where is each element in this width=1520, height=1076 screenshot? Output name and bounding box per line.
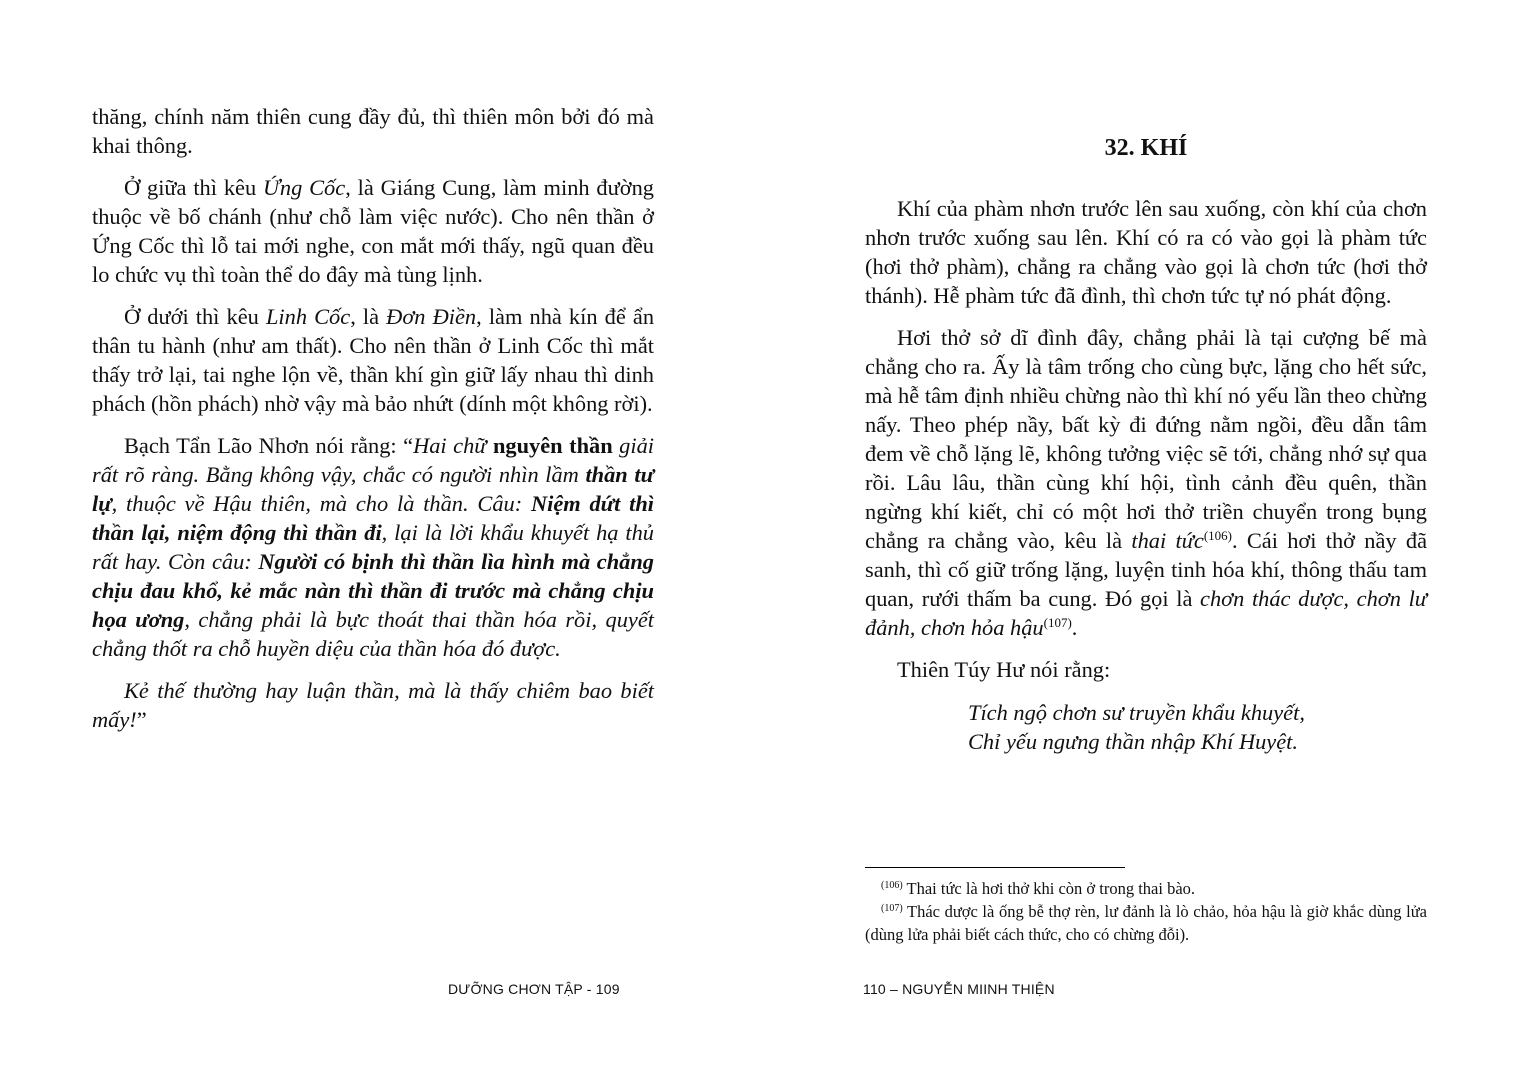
right-paragraph-1: Khí của phàm nhơn trước lên sau xuống, còn khí của chơn nhơn trước xuống sau lên. Khí có ra có vào gọi là phàm tức (hơi thở phàm), chẳng ra chẳng vào gọi là chơn tức (hơi thở thánh). Hễ phàm tức đã đình, thì chơn tức tự nó phát động. — [865, 196, 1427, 308]
right-paragraph-2: Hơi thở sở dĩ đình đây, chẳng phải là tại cượng bế mà chẳng cho ra. Ấy là tâm trống cho cùng bực, lặng cho hết sức, mà hễ tâm định nhiều chừng nào thì khí nó yếu lần theo chừng nấy. Theo phép nầy, bất kỳ đi đứng nằm ngồi, đều dẫn tâm đem về chỗ lặng lẽ, không tưởng việc sẽ tới, chẳng nhớ sự qua rồi. Lâu lâu, thần cùng khí hội, tình cảnh đều quên, thần ngừng khí kiết, chỉ có một hơi thở triền chuyển trong bụng chẳng ra chẳng vào, kêu là thai tức$^{(106)}$. Cái hơi thở nầy đã sanh, thì cố giữ trống lặng, luyện tinh hóa khí, thông thấu tam quan, rưới thấm ba cung. Đó gọi là chơn thác dược, chơn lư đảnh, chơn hỏa hậu$^{(107)}$. — [865, 325, 1428, 640]
chapter-heading: 32. KHÍ — [1104, 135, 1188, 161]
poem-verse — [865, 698, 1427, 756]
right-paragraph-3: Thiên Túy Hư nói rằng: — [897, 657, 1111, 682]
left-page-footer: DƯỠNG CHƠN TẬP - 109 — [448, 981, 620, 997]
left-paragraph-5: Kẻ thế thường hay luận thần, mà là thấy chiêm bao biết mấy!” — [92, 678, 654, 732]
right-page-footer: 110 – NGUYỄN MIINH THIỆN — [863, 981, 1055, 997]
left-paragraph-4-quote: Bạch Tẩn Lão Nhơn nói rằng: “Hai chữ nguyên thần giải rất rõ ràng. Bằng không vậy, chắc có người nhìn lầm thần tư lự, thuộc về Hậu thiên, mà cho là thần. Câu: Niệm dứt thì thần lại, niệm động thì thần đi, lại là lời khẩu khuyết hạ thủ rất hay. Còn câu: Người có bịnh thì thần lìa hình mà chẳng chịu đau khổ, kẻ mắc nàn thì thần đi trước mà chẳng chịu họa ương, chẳng phải là bực thoát thai thần hóa rồi, quyết chẳng thốt ra chỗ huyền diệu của thần hóa đó được. — [92, 433, 654, 661]
footnote-ref-107[interactable]: (107) — [1043, 615, 1072, 630]
left-paragraph-2: Ở giữa thì kêu Ứng Cốc, là Giáng Cung, làm minh đường thuộc về bố chánh (như chỗ làm việc nước). Cho nên thần ở Ứng Cốc thì lỗ tai mới nghe, con mắt mới thấy, ngũ quan đều lo chức vụ thì toàn thể do đây mà tùng lịnh. — [92, 175, 654, 287]
left-page — [92, 0, 654, 1076]
footnote-divider — [865, 867, 1125, 868]
left-paragraph-1: thăng, chính năm thiên cung đầy đủ, thì thiên môn bởi đó mà khai thông. — [92, 104, 654, 158]
poem-line-2: Chỉ yếu ngưng thần nhập Khí Huyệt. — [968, 729, 1298, 754]
footnote-106: $^{(106)}$ Thai tức là hơi thở khi còn ở trong thai bào. — [881, 879, 1196, 898]
footnote-107: $^{(107)}$ Thác dược là ống bễ thợ rèn, lư đảnh là lò chảo, hỏa hậu là giờ khắc dùng lửa (dùng lửa phải biết cách thức, cho có chừng đỗi). — [865, 902, 1427, 944]
right-page — [865, 0, 1427, 1076]
footnotes — [865, 877, 1427, 946]
poem-line-1: Tích ngộ chơn sư truyền khẩu khuyết, — [968, 700, 1305, 725]
footnote-ref-106[interactable]: (106) — [1203, 528, 1232, 543]
left-paragraph-3: Ở dưới thì kêu Linh Cốc, là Đơn Điền, làm nhà kín để ẩn thân tu hành (như am thất). Cho nên thần ở Linh Cốc thì mắt thấy trở lại, tai nghe lộn về, thần khí gìn giữ lấy nhau thì dinh phách (hồn phách) nhờ vậy mà bảo nhứt (dính một không rời). — [92, 304, 655, 416]
